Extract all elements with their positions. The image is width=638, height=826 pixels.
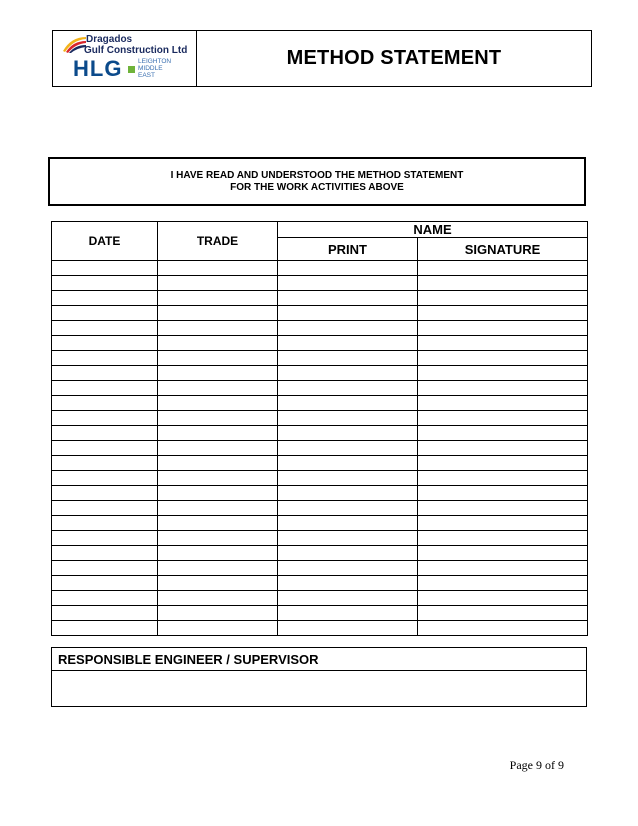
trade-cell[interactable]: [158, 306, 278, 321]
date-cell[interactable]: [52, 276, 158, 291]
trade-cell[interactable]: [158, 321, 278, 336]
trade-cell[interactable]: [158, 276, 278, 291]
table-row: [52, 426, 588, 441]
responsible-engineer-field[interactable]: [52, 671, 586, 706]
trade-cell[interactable]: [158, 546, 278, 561]
signature-cell[interactable]: [418, 546, 588, 561]
signature-cell[interactable]: [418, 576, 588, 591]
date-cell[interactable]: [52, 426, 158, 441]
table-row: [52, 531, 588, 546]
signature-cell[interactable]: [418, 561, 588, 576]
signature-cell[interactable]: [418, 276, 588, 291]
table-row: [52, 621, 588, 636]
date-cell[interactable]: [52, 561, 158, 576]
trade-cell[interactable]: [158, 351, 278, 366]
print-cell[interactable]: [278, 321, 418, 336]
trade-cell[interactable]: [158, 501, 278, 516]
table-row: [52, 381, 588, 396]
table-row: [52, 486, 588, 501]
signature-cell[interactable]: [418, 426, 588, 441]
print-cell[interactable]: [278, 501, 418, 516]
date-cell[interactable]: [52, 621, 158, 636]
print-cell[interactable]: [278, 291, 418, 306]
trade-cell[interactable]: [158, 486, 278, 501]
trade-cell[interactable]: [158, 396, 278, 411]
signature-cell[interactable]: [418, 591, 588, 606]
table-row: [52, 336, 588, 351]
trade-cell[interactable]: [158, 531, 278, 546]
trade-cell[interactable]: [158, 621, 278, 636]
table-row: [52, 606, 588, 621]
date-cell[interactable]: [52, 366, 158, 381]
logo-text-dragados: Dragados: [86, 34, 133, 45]
date-cell[interactable]: [52, 306, 158, 321]
print-cell[interactable]: [278, 516, 418, 531]
table-row: [52, 456, 588, 471]
print-cell[interactable]: [278, 411, 418, 426]
print-cell[interactable]: [278, 486, 418, 501]
date-cell[interactable]: [52, 291, 158, 306]
signature-cell[interactable]: [418, 516, 588, 531]
print-cell[interactable]: [278, 621, 418, 636]
table-row: [52, 591, 588, 606]
hlg-green-square-icon: [128, 66, 135, 73]
signature-cell[interactable]: [418, 441, 588, 456]
signature-cell[interactable]: [418, 366, 588, 381]
table-row: [52, 351, 588, 366]
trade-cell[interactable]: [158, 591, 278, 606]
table-row: [52, 366, 588, 381]
date-cell[interactable]: [52, 501, 158, 516]
date-cell[interactable]: [52, 531, 158, 546]
trade-cell[interactable]: [158, 441, 278, 456]
company-logo: [53, 31, 197, 86]
print-cell[interactable]: [278, 276, 418, 291]
acknowledgement-line-1: I HAVE READ AND UNDERSTOOD THE METHOD STATEMENT: [170, 169, 464, 181]
date-cell[interactable]: [52, 411, 158, 426]
document-header: [52, 30, 592, 87]
date-cell[interactable]: [52, 471, 158, 486]
signature-cell[interactable]: [418, 336, 588, 351]
page-number: Page 9 of 9: [509, 758, 564, 772]
signature-cell[interactable]: [418, 381, 588, 396]
print-cell[interactable]: [278, 471, 418, 486]
trade-cell[interactable]: [158, 606, 278, 621]
column-header-name: NAME: [278, 222, 588, 238]
column-header-date: DATE: [52, 222, 158, 261]
date-cell[interactable]: [52, 486, 158, 501]
signature-cell[interactable]: [418, 321, 588, 336]
print-cell[interactable]: [278, 561, 418, 576]
print-cell[interactable]: [278, 441, 418, 456]
signature-cell[interactable]: [418, 531, 588, 546]
signature-cell[interactable]: [418, 291, 588, 306]
print-cell[interactable]: [278, 546, 418, 561]
logo-sub-middle: MIDDLE: [138, 65, 163, 72]
trade-cell[interactable]: [158, 336, 278, 351]
date-cell[interactable]: [52, 591, 158, 606]
trade-cell[interactable]: [158, 561, 278, 576]
date-cell[interactable]: [52, 396, 158, 411]
print-cell[interactable]: [278, 456, 418, 471]
table-row: [52, 396, 588, 411]
table-row: [52, 516, 588, 531]
date-cell[interactable]: [52, 261, 158, 276]
table-row: [52, 501, 588, 516]
trade-cell[interactable]: [158, 381, 278, 396]
page-title: METHOD STATEMENT: [286, 47, 502, 69]
date-cell[interactable]: [52, 351, 158, 366]
signature-cell[interactable]: [418, 621, 588, 636]
date-cell[interactable]: [52, 576, 158, 591]
table-row: [52, 576, 588, 591]
signature-cell[interactable]: [418, 306, 588, 321]
signature-cell[interactable]: [418, 351, 588, 366]
print-cell[interactable]: [278, 591, 418, 606]
trade-cell[interactable]: [158, 516, 278, 531]
logo-sub-east: EAST: [138, 72, 155, 79]
date-cell[interactable]: [52, 321, 158, 336]
table-row: [52, 561, 588, 576]
trade-cell[interactable]: [158, 426, 278, 441]
logo-text-gulf-construction: Gulf Construction Ltd: [84, 45, 188, 56]
signature-cell[interactable]: [418, 501, 588, 516]
trade-cell[interactable]: [158, 411, 278, 426]
acknowledgement-line-2: FOR THE WORK ACTIVITIES ABOVE: [230, 181, 404, 193]
signature-cell[interactable]: [418, 471, 588, 486]
column-header-trade: TRADE: [158, 222, 278, 261]
print-cell[interactable]: [278, 306, 418, 321]
logo-sub-leighton: LEIGHTON: [138, 58, 172, 65]
signature-cell[interactable]: [418, 456, 588, 471]
signature-cell[interactable]: [418, 411, 588, 426]
print-cell[interactable]: [278, 381, 418, 396]
responsible-engineer-box: [51, 647, 587, 707]
print-cell[interactable]: [278, 606, 418, 621]
print-cell[interactable]: [278, 396, 418, 411]
date-cell[interactable]: [52, 546, 158, 561]
date-cell[interactable]: [52, 456, 158, 471]
table-row: [52, 546, 588, 561]
print-cell[interactable]: [278, 261, 418, 276]
signature-cell[interactable]: [418, 606, 588, 621]
print-cell[interactable]: [278, 366, 418, 381]
signature-cell[interactable]: [418, 396, 588, 411]
signature-cell[interactable]: [418, 486, 588, 501]
print-cell[interactable]: [278, 426, 418, 441]
acknowledgement-box: [48, 157, 586, 206]
signature-cell[interactable]: [418, 261, 588, 276]
trade-cell[interactable]: [158, 261, 278, 276]
signature-rows: [52, 261, 588, 636]
date-cell[interactable]: [52, 336, 158, 351]
logo-text-hlg: HLG: [73, 56, 123, 81]
trade-cell[interactable]: [158, 576, 278, 591]
table-row: [52, 321, 588, 336]
responsible-engineer-label: RESPONSIBLE ENGINEER / SUPERVISOR: [52, 648, 586, 671]
print-cell[interactable]: [278, 351, 418, 366]
column-header-signature: SIGNATURE: [418, 238, 588, 261]
date-cell[interactable]: [52, 606, 158, 621]
table-row: [52, 261, 588, 276]
signature-table: [51, 221, 588, 636]
trade-cell[interactable]: [158, 471, 278, 486]
table-row: [52, 441, 588, 456]
trade-cell[interactable]: [158, 456, 278, 471]
table-row: [52, 291, 588, 306]
column-header-print: PRINT: [278, 238, 418, 261]
date-cell[interactable]: [52, 381, 158, 396]
title-cell: [197, 31, 591, 86]
trade-cell[interactable]: [158, 291, 278, 306]
date-cell[interactable]: [52, 516, 158, 531]
print-cell[interactable]: [278, 336, 418, 351]
date-cell[interactable]: [52, 441, 158, 456]
table-row: [52, 306, 588, 321]
table-row: [52, 276, 588, 291]
table-row: [52, 411, 588, 426]
print-cell[interactable]: [278, 531, 418, 546]
trade-cell[interactable]: [158, 366, 278, 381]
print-cell[interactable]: [278, 576, 418, 591]
table-row: [52, 471, 588, 486]
